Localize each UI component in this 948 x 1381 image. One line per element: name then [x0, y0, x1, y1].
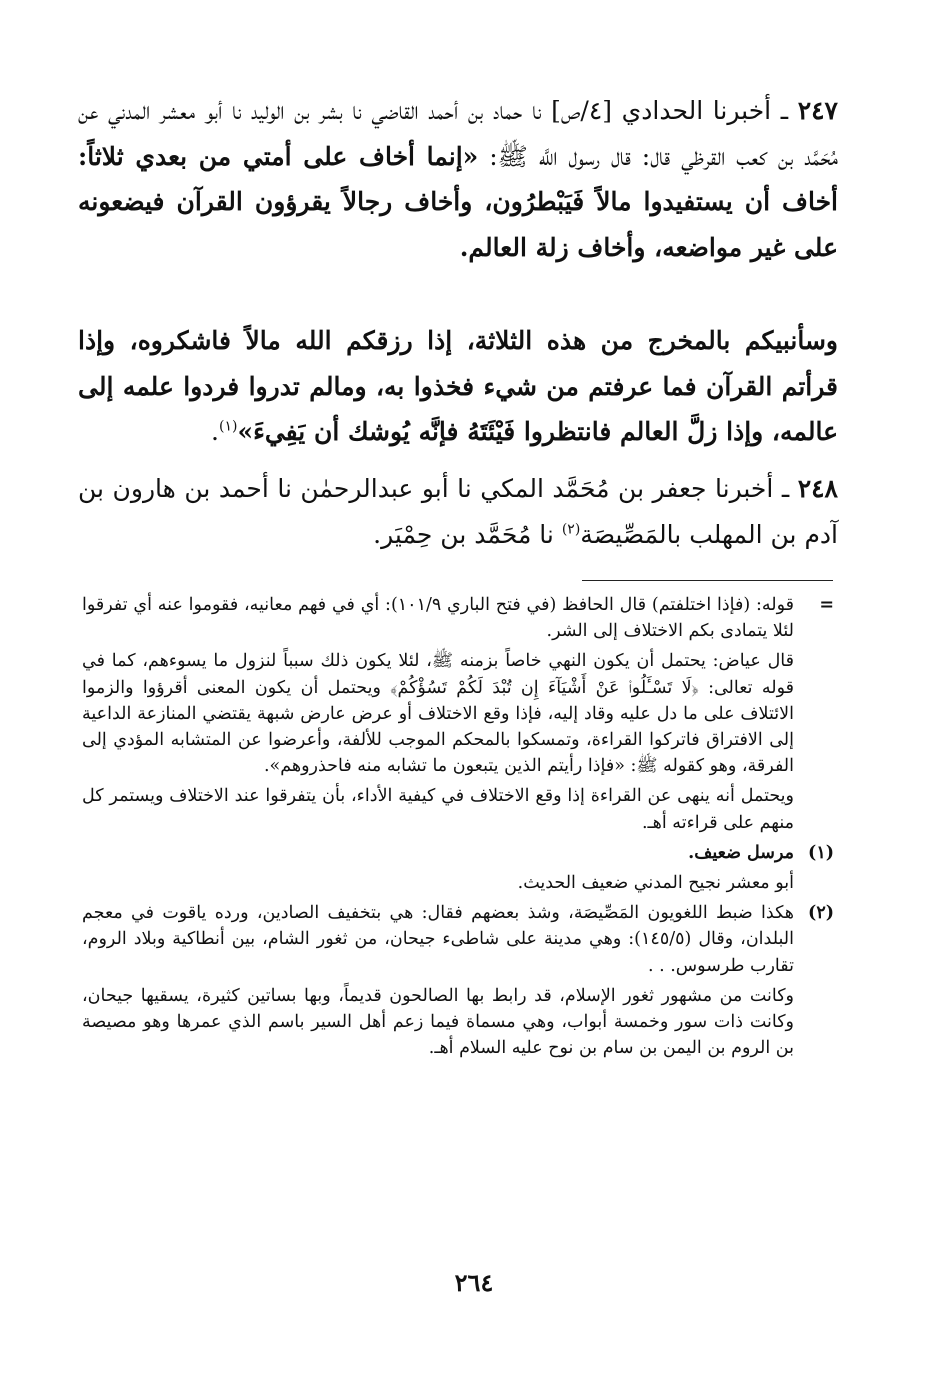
footnote-marker: (٢)	[808, 903, 834, 924]
hadith-248	[78, 466, 838, 557]
hadith-247-second-paragraph	[78, 318, 838, 455]
footnote-marker: (١)	[808, 842, 834, 863]
footnote-separator	[582, 580, 833, 581]
footnote-ref-2: (٢)	[561, 521, 581, 538]
footnote-grade: مرسل ضعيف.	[688, 842, 794, 863]
footnote-ref-1: (١)	[218, 418, 238, 435]
hadith-247-continuation	[78, 318, 838, 455]
hadith-247	[78, 88, 838, 270]
footnote-paragraph: أبو معشر نجيح المدني ضعيف الحديث.	[517, 873, 794, 894]
hadith-number: ٢٤٨	[797, 474, 838, 503]
hadith-matn: «إنما أخاف على أمتي من بعدي ثلاثاً: أخاف أن يستفيدوا مالاً فَيَبْطرُون، وأخاف رجالاً يقرؤون القرآن فيضعونه على غير مواضعه، وأخاف زلة العالم.	[78, 141, 838, 262]
hadith-isnad: ـ أخبرنا جعفر بن مُحَمَّد المكي نا أبو عبدالرحمٰن نا أحمد بن هارون بن آدم بن المهلب بالمَصِّيصَة	[78, 474, 838, 549]
footnote-paragraph: ويحتمل أنه ينهى عن القراءة إذا وقع الاختلاف في كيفية الأداء، بأن يتفرقوا عند الاختلاف ويستمر كل منهم على قراءته أهـ.	[82, 786, 794, 833]
footnote-paragraph: هكذا ضبط اللغويون المَصِّيصَة، وشذ بعضهم فقال: هي بتخفيف الصادين، ورده ياقوت في معجم البلدان، وقال (١٤٥/٥): وهي مدينة على شاطىء جيحان، من ثغور الشام، بين أنطاكية وبلاد الروم، تقارب طرسوس. . .	[82, 903, 794, 976]
hadith-isnad: ـ أخبرنا الحدادي [٤/ص] نا حماد بن أحمد القاضي نا بشر بن الوليد نا أبو معشر المدني عن مُحَمَّد بن كعب القرظي قال: قال رسول اللَّه ﷺ:	[78, 96, 839, 171]
footnote-paragraph: قوله: (فإذا اختلفتم) قال الحافظ (في فتح الباري ١٠١/٩): أي في فهم معانيه، فقوموا عنه أي تفرقوا لئلا يتمادى بكم الاختلاف إلى الشر.	[82, 595, 794, 642]
continuation-marker: =	[819, 595, 834, 615]
footnote-paragraph: قال عياض: يحتمل أن يكون النهي خاصاً بزمنه ﷺ، لئلا يكون ذلك سبباً لنزول ما يسوءهم، كما في قوله تعالى: ﴿لَا تَسْـَٔلُوا۟ عَنْ أَشْيَآءَ إِن تُبْدَ لَكُمْ تَسُؤْكُمْ﴾ ويحتمل أن يكون المعنى أقرؤوا والزموا الائتلاف على ما دل عليه وقاد إليه، فإذا وقع الاختلاف أو عرض عارض شبهة يقتضي المنازعة الداعية إلى الافتراق فاتركوا القراءة، وتمسكوا بالمحكم الموجب للألفة، وأعرضوا عن المتشابه المؤدي إلى الفرقة، وهو كقوله ﷺ: «فإذا رأيتم الذين يتبعون ما تشابه منه فاحذروهم».	[82, 651, 794, 777]
hadith-247-paragraph	[78, 88, 838, 270]
hadith-isnad-end: نا مُحَمَّد بن حِمْيَر.	[373, 519, 562, 549]
hadith-number: ٢٤٧	[797, 96, 838, 125]
page-number: ٢٦٤	[454, 1268, 494, 1297]
footnote-2	[82, 900, 834, 1061]
sentence-end: .	[211, 417, 219, 446]
footnote-1	[82, 840, 834, 896]
footnotes-section	[82, 592, 834, 1065]
footnote-paragraph: وكانت من مشهور ثغور الإسلام، قد رابط بها الصالحون قديماً، وبها بساتين كثيرة، يسقيها جيحان، وكانت ذات سور وخمسة أبواب، وهي مسماة فيما زعم أهل السير باسم الذي عمرها وهو مصيصة بن الروم بن اليمن بن سام بن نوح عليه السلام أهـ.	[82, 985, 794, 1059]
hadith-matn-continued: وسأنبيكم بالمخرج من هذه الثلاثة، إذا رزقكم الله مالاً فاشكروه، وإذا قرأتم القرآن فما عرفتم من شيء فخذوا به، ومالم تدروا فردوا علمه إلى عالمه، وإذا زلَّ العالم فانتظروا فَيْئَتَهُ فإنَّه يُوشك أن يَفِيءَ»	[78, 326, 838, 446]
hadith-248-paragraph	[78, 466, 838, 557]
footnote-continuation	[82, 592, 834, 836]
